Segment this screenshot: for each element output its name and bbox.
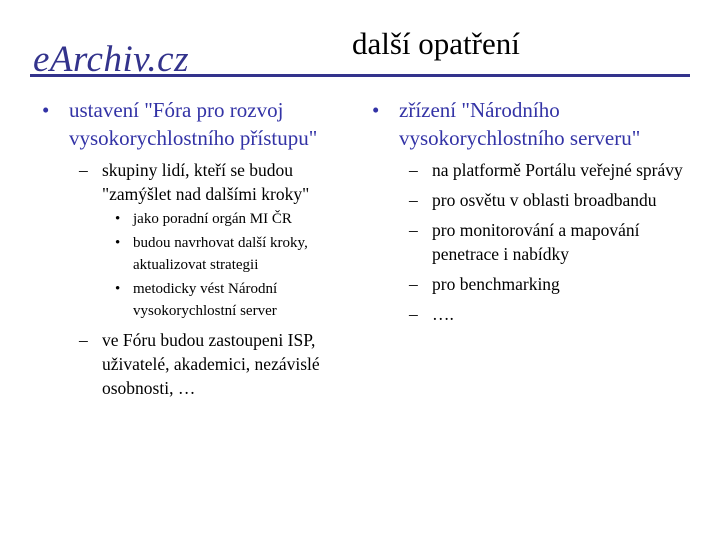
dash-icon: – [409, 160, 418, 180]
sub-item-text: skupiny lidí, kteří se budou "zamýšlet nad dalšími kroky" [102, 160, 310, 204]
bullet-text: zřízení "Národního vysokorychlostního serveru" [399, 98, 641, 150]
sub-item-text: pro benchmarking [432, 274, 560, 294]
sub-sub-item [30, 208, 350, 230]
slide-title: další opatření [352, 26, 520, 61]
left-column [30, 96, 350, 400]
sub-item-text: ve Fóru budou zastoupeni ISP, uživatelé, akademici, nezávislé osobnosti, … [102, 330, 320, 398]
bullet-text: ustavení "Fóra pro rozvoj vysokorychlostního přístupu" [69, 98, 318, 150]
bullet-icon: • [372, 98, 380, 122]
right-column [360, 96, 700, 326]
bullet-item-forum [30, 96, 350, 152]
sub-sub-item-text: budou navrhovat další kroky, aktualizovat strategii [133, 235, 308, 273]
dash-icon: – [409, 220, 418, 240]
sub-item [360, 218, 700, 266]
sub-item [360, 302, 700, 326]
sub-item-text: pro osvětu v oblasti broadbandu [432, 190, 657, 210]
dash-icon: – [79, 160, 88, 180]
sub-item-groups [30, 158, 350, 206]
sub-item-representation [30, 328, 350, 400]
bullet-icon: • [115, 235, 121, 251]
header-divider [30, 74, 690, 77]
sub-item-text: na platformě Portálu veřejné správy [432, 160, 683, 180]
bullet-icon: • [115, 281, 121, 297]
sub-sub-item [30, 232, 350, 276]
bullet-icon: • [115, 211, 121, 227]
sub-item [360, 188, 700, 212]
dash-icon: – [409, 274, 418, 294]
sub-item [360, 158, 700, 182]
sub-sub-item-text: metodicky vést Národní vysokorychlostní server [133, 281, 278, 319]
logo: eArchiv.cz [33, 39, 189, 80]
sub-sub-item-text: jako poradní orgán MI ČR [133, 211, 292, 227]
bullet-icon: • [42, 98, 50, 122]
dash-icon: – [79, 330, 88, 350]
sub-item [360, 272, 700, 296]
sub-item-text: pro monitorování a mapování penetrace i nabídky [432, 220, 640, 264]
sub-sub-item [30, 278, 350, 322]
dash-icon: – [409, 190, 418, 210]
dash-icon: – [409, 304, 418, 324]
sub-item-text: …. [432, 304, 454, 324]
bullet-item-server [360, 96, 700, 152]
